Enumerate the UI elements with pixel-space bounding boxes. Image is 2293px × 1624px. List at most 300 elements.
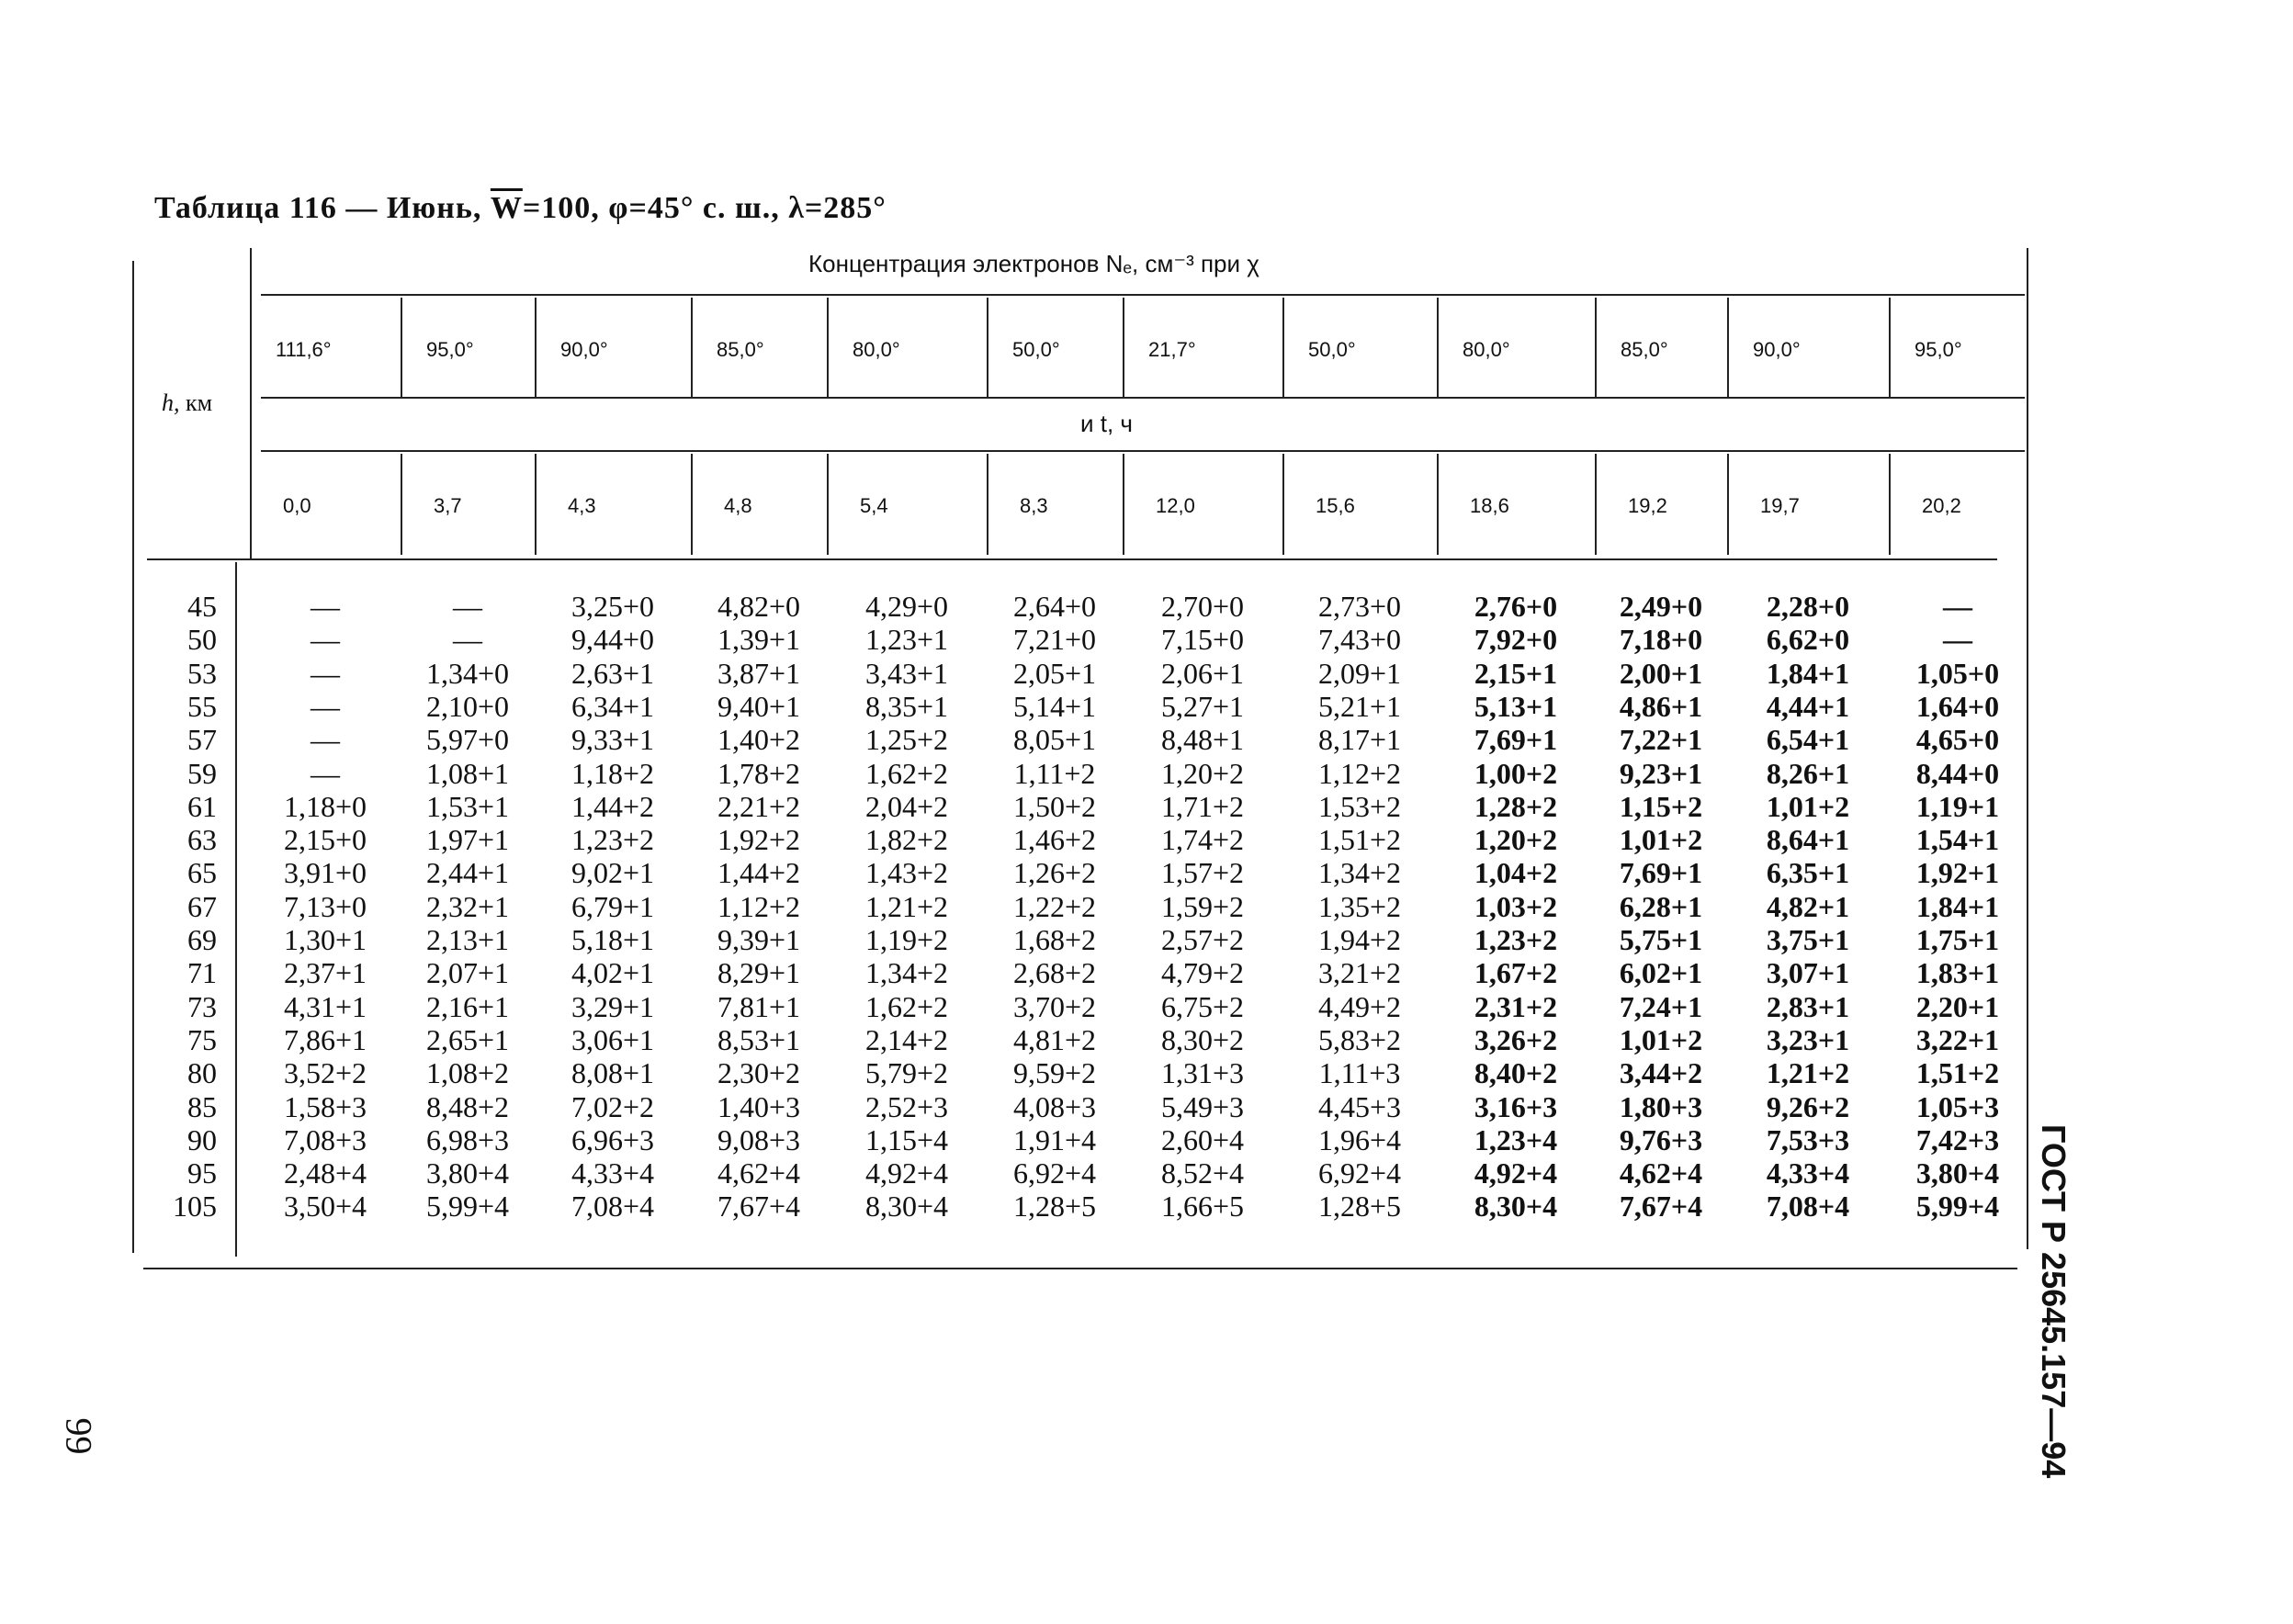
data-cell: 2,52+3 [864, 1089, 949, 1123]
frame-left-border [132, 261, 134, 1253]
height-cell: 53 [187, 656, 217, 690]
data-cell: 1,66+5 [1160, 1190, 1245, 1224]
data-cell: 1,44+2 [717, 856, 801, 890]
data-cell: 3,21+2 [1317, 956, 1402, 990]
data-cell: 1,84+1 [1915, 889, 2000, 923]
data-cell: 4,92+4 [1474, 1156, 1558, 1190]
data-cell: 5,83+2 [1317, 1022, 1402, 1056]
data-cell: 4,82+0 [717, 590, 801, 623]
data-cell: 1,92+1 [1915, 856, 2000, 890]
height-cell: 61 [187, 789, 217, 823]
data-cell: 8,53+1 [717, 1022, 801, 1056]
chi-divider [1595, 298, 1597, 397]
data-cell: 1,74+2 [1160, 823, 1245, 857]
data-cell: 9,08+3 [717, 1122, 801, 1156]
data-cell: 4,86+1 [1619, 689, 1703, 723]
data-cell: 6,62+0 [1766, 623, 1850, 657]
t-divider [1282, 454, 1284, 555]
data-cell: 3,52+2 [283, 1056, 367, 1090]
data-cell: 1,08+2 [425, 1056, 510, 1090]
data-cell: 3,26+2 [1474, 1022, 1558, 1056]
data-cell: 4,31+1 [283, 989, 367, 1023]
data-cell: 1,92+2 [717, 823, 801, 857]
data-cell: 2,44+1 [425, 856, 510, 890]
data-cell: 2,63+1 [570, 656, 655, 690]
data-cell: 4,08+3 [1012, 1089, 1097, 1123]
data-cell: 5,97+0 [425, 723, 510, 757]
data-cell: 2,14+2 [864, 1022, 949, 1056]
data-cell: 6,54+1 [1766, 723, 1850, 757]
data-cell: 7,15+0 [1160, 623, 1245, 657]
data-cell: 7,92+0 [1474, 623, 1558, 657]
data-cell: 2,57+2 [1160, 923, 1245, 956]
chi-divider [1889, 298, 1891, 397]
data-cell: 3,80+4 [425, 1156, 510, 1190]
title-w: $\overline{W}$ [490, 191, 523, 225]
height-cell: 95 [187, 1156, 217, 1190]
t-cell: 18,6 [1470, 494, 1509, 517]
data-cell: 1,75+1 [1915, 923, 2000, 956]
data-cell: 7,08+4 [1766, 1190, 1850, 1224]
data-cell: 7,86+1 [283, 1022, 367, 1056]
t-divider [401, 454, 402, 555]
height-label: h, [162, 389, 180, 416]
data-cell: 2,64+0 [1012, 590, 1097, 623]
data-cell: 1,08+1 [425, 756, 510, 790]
data-cell: 1,22+2 [1012, 889, 1097, 923]
data-cell: 8,40+2 [1474, 1056, 1558, 1090]
data-cell: 1,23+1 [864, 623, 949, 657]
data-cell: 4,82+1 [1766, 889, 1850, 923]
data-cell: 5,79+2 [864, 1056, 949, 1090]
table-title [154, 191, 887, 226]
chi-divider [987, 298, 988, 397]
data-cell: 1,15+2 [1619, 789, 1703, 823]
data-cell: 7,22+1 [1619, 723, 1703, 757]
data-cell: 7,43+0 [1317, 623, 1402, 657]
data-cell: 8,35+1 [864, 689, 949, 723]
height-cell: 59 [187, 756, 217, 790]
chi-divider [691, 298, 693, 397]
data-cell: 1,11+3 [1318, 1056, 1401, 1090]
chi-cell: 95,0° [426, 338, 474, 361]
t-cell: 19,2 [1628, 494, 1667, 517]
t-divider [827, 454, 829, 555]
chi-divider [401, 298, 402, 397]
data-cell: 2,73+0 [1317, 590, 1402, 623]
data-cell: 2,06+1 [1160, 656, 1245, 690]
data-cell: 1,19+2 [864, 923, 949, 956]
data-cell: 3,91+0 [283, 856, 367, 890]
height-cell: 67 [187, 889, 217, 923]
chi-cell: 50,0° [1012, 338, 1060, 361]
data-cell: 4,33+4 [570, 1156, 655, 1190]
height-cell: 69 [187, 923, 217, 956]
data-cell: 3,87+1 [717, 656, 801, 690]
data-cell: 2,04+2 [864, 789, 949, 823]
rule-under-chi [261, 397, 2025, 399]
data-cell: 1,18+2 [570, 756, 655, 790]
data-cell: 5,75+1 [1619, 923, 1703, 956]
height-cell: 90 [187, 1122, 217, 1156]
data-cell: 1,51+2 [1915, 1056, 2000, 1090]
t-divider [1889, 454, 1891, 555]
data-cell: 8,17+1 [1317, 723, 1402, 757]
data-cell: 2,31+2 [1474, 989, 1558, 1023]
data-cell: 2,68+2 [1012, 956, 1097, 990]
height-cell: 80 [187, 1056, 217, 1090]
data-cell: 8,64+1 [1766, 823, 1850, 857]
data-cell: 1,26+2 [1012, 856, 1097, 890]
data-cell: 3,75+1 [1766, 923, 1850, 956]
t-cell: 3,7 [434, 494, 462, 517]
data-cell: 4,92+4 [864, 1156, 949, 1190]
data-cell: 2,65+1 [425, 1022, 510, 1056]
data-cell: 1,62+2 [864, 989, 949, 1023]
data-cell: — [311, 723, 340, 757]
data-cell: 9,02+1 [570, 856, 655, 890]
data-cell: 1,51+2 [1317, 823, 1402, 857]
chi-cell: 21,7° [1148, 338, 1196, 361]
data-cell: — [453, 590, 482, 623]
data-cell: 3,70+2 [1012, 989, 1097, 1023]
data-cell: 2,21+2 [717, 789, 801, 823]
data-cell: 3,07+1 [1766, 956, 1850, 990]
data-cell: 2,15+0 [283, 823, 367, 857]
data-cell: 1,80+3 [1619, 1089, 1703, 1123]
data-cell: 1,35+2 [1317, 889, 1402, 923]
data-cell: 1,78+2 [717, 756, 801, 790]
height-cell: 71 [187, 956, 217, 990]
data-cell: 1,00+2 [1474, 756, 1558, 790]
chi-cell: 90,0° [560, 338, 608, 361]
height-cell: 75 [187, 1022, 217, 1056]
data-cell: 6,98+3 [425, 1122, 510, 1156]
data-cell: 1,59+2 [1160, 889, 1245, 923]
chi-cell: 90,0° [1753, 338, 1801, 361]
height-cell: 73 [187, 989, 217, 1023]
data-cell: 4,65+0 [1915, 723, 2000, 757]
data-cell: 1,12+2 [717, 889, 801, 923]
chi-divider [1727, 298, 1729, 397]
data-cell: 1,84+1 [1766, 656, 1850, 690]
t-divider [1437, 454, 1439, 555]
data-cell: 2,30+2 [717, 1056, 801, 1090]
t-divider [987, 454, 988, 555]
data-cell: 5,99+4 [425, 1190, 510, 1224]
data-cell: 1,28+5 [1317, 1190, 1402, 1224]
data-cell: 2,10+0 [425, 689, 510, 723]
data-cell: 7,67+4 [717, 1190, 801, 1224]
data-cell: 5,49+3 [1160, 1089, 1245, 1123]
t-divider [1595, 454, 1597, 555]
data-cell: 4,79+2 [1160, 956, 1245, 990]
frame-right-border [2027, 248, 2028, 1249]
data-cell: 9,33+1 [570, 723, 655, 757]
data-cell: 7,13+0 [283, 889, 367, 923]
chi-divider [1437, 298, 1439, 397]
data-cell: 3,50+4 [283, 1190, 367, 1224]
data-cell: 6,96+3 [570, 1122, 655, 1156]
data-cell: 4,45+3 [1317, 1089, 1402, 1123]
data-cell: 1,54+1 [1915, 823, 2000, 857]
data-cell: 1,83+1 [1915, 956, 2000, 990]
data-cell: 9,59+2 [1012, 1056, 1097, 1090]
data-cell: 8,30+4 [1474, 1190, 1558, 1224]
height-header [162, 389, 212, 417]
t-cell: 4,8 [724, 494, 752, 517]
data-cell: 1,05+3 [1915, 1089, 2000, 1123]
data-cell: 5,21+1 [1317, 689, 1402, 723]
data-cell: 1,31+3 [1160, 1056, 1245, 1090]
data-cell: 6,02+1 [1619, 956, 1703, 990]
page-number: 99 [58, 1417, 100, 1455]
data-cell: 1,20+2 [1160, 756, 1245, 790]
data-cell: 7,81+1 [717, 989, 801, 1023]
height-unit: км [186, 389, 213, 416]
t-divider [691, 454, 693, 555]
data-cell: 2,00+1 [1619, 656, 1703, 690]
data-cell: 3,23+1 [1766, 1022, 1850, 1056]
data-cell: 7,69+1 [1474, 723, 1558, 757]
data-cell: 9,23+1 [1619, 756, 1703, 790]
data-cell: 1,28+2 [1474, 789, 1558, 823]
data-cell: 7,21+0 [1012, 623, 1097, 657]
data-cell: 1,03+2 [1474, 889, 1558, 923]
data-cell: 4,02+1 [570, 956, 655, 990]
data-cell: 4,81+2 [1012, 1022, 1097, 1056]
data-cell: 1,94+2 [1317, 923, 1402, 956]
chi-divider [535, 298, 537, 397]
t-cell: 19,7 [1760, 494, 1800, 517]
data-cell: 1,34+2 [864, 956, 949, 990]
t-cell: 8,3 [1020, 494, 1048, 517]
data-cell: 7,42+3 [1915, 1122, 2000, 1156]
data-cell: 3,44+2 [1619, 1056, 1703, 1090]
data-cell: 1,67+2 [1474, 956, 1558, 990]
data-cell: 2,76+0 [1474, 590, 1558, 623]
data-cell: 2,07+1 [425, 956, 510, 990]
data-cell: 7,67+4 [1619, 1190, 1703, 1224]
data-cell: 1,39+1 [717, 623, 801, 657]
chi-divider [1123, 298, 1124, 397]
data-cell: 7,08+3 [283, 1122, 367, 1156]
rule-under-t-label [261, 450, 2025, 452]
data-cell: 1,28+5 [1012, 1190, 1097, 1224]
data-cell: 9,26+2 [1766, 1089, 1850, 1123]
data-cell: 1,21+2 [1766, 1056, 1850, 1090]
data-cell: 3,06+1 [570, 1022, 655, 1056]
data-cell: 6,35+1 [1766, 856, 1850, 890]
t-cell: 4,3 [568, 494, 596, 517]
data-cell: 2,83+1 [1766, 989, 1850, 1023]
data-cell: 3,29+1 [570, 989, 655, 1023]
data-cell: 3,16+3 [1474, 1089, 1558, 1123]
data-cell: 1,50+2 [1012, 789, 1097, 823]
height-cell: 50 [187, 623, 217, 657]
t-divider [1123, 454, 1124, 555]
height-cell: 45 [187, 590, 217, 623]
data-cell: 1,53+2 [1317, 789, 1402, 823]
chi-divider [1282, 298, 1284, 397]
chi-cell: 50,0° [1308, 338, 1356, 361]
data-cell: 2,05+1 [1012, 656, 1097, 690]
data-cell: 1,68+2 [1012, 923, 1097, 956]
data-cell: 6,75+2 [1160, 989, 1245, 1023]
data-divider [235, 562, 237, 1257]
data-cell: 2,49+0 [1619, 590, 1703, 623]
data-cell: 1,18+0 [283, 789, 367, 823]
data-cell: 1,40+2 [717, 723, 801, 757]
data-cell: 5,99+4 [1915, 1190, 2000, 1224]
data-cell: 2,37+1 [283, 956, 367, 990]
data-cell: 1,30+1 [283, 923, 367, 956]
data-cell: 9,76+3 [1619, 1122, 1703, 1156]
data-cell: 1,34+2 [1317, 856, 1402, 890]
data-cell: 2,09+1 [1317, 656, 1402, 690]
data-cell: 2,28+0 [1766, 590, 1850, 623]
data-cell: 8,08+1 [570, 1056, 655, 1090]
data-cell: 8,30+2 [1160, 1022, 1245, 1056]
t-cell: 0,0 [283, 494, 311, 517]
gost-side-label: ГОСТ Р 25645.157—94 [2035, 1124, 2073, 1479]
concentration-header: Концентрация электронов Nₑ, см⁻³ при χ [808, 250, 1259, 277]
data-cell: 5,13+1 [1474, 689, 1558, 723]
data-cell: 4,62+4 [717, 1156, 801, 1190]
data-cell: 7,08+4 [570, 1190, 655, 1224]
data-cell: 8,29+1 [717, 956, 801, 990]
header-bottom-rule [147, 558, 1997, 560]
rule-under-concentration [261, 294, 2025, 296]
height-cell: 57 [187, 723, 217, 757]
chi-cell: 80,0° [853, 338, 900, 361]
data-cell: 1,40+3 [717, 1089, 801, 1123]
chi-divider [827, 298, 829, 397]
data-cell: 1,01+2 [1766, 789, 1850, 823]
data-cell: 1,34+0 [425, 656, 510, 690]
data-cell: 8,05+1 [1012, 723, 1097, 757]
data-cell: 7,69+1 [1619, 856, 1703, 890]
height-cell: 63 [187, 823, 217, 857]
chi-cell: 95,0° [1915, 338, 1962, 361]
data-cell: — [311, 689, 340, 723]
data-cell: 3,25+0 [570, 590, 655, 623]
data-cell: 1,53+1 [425, 789, 510, 823]
height-cell: 55 [187, 689, 217, 723]
data-cell: 7,24+1 [1619, 989, 1703, 1023]
data-cell: 1,05+0 [1915, 656, 2000, 690]
data-cell: 1,19+1 [1915, 789, 2000, 823]
data-cell: 6,92+4 [1317, 1156, 1402, 1190]
chi-cell: 85,0° [1621, 338, 1668, 361]
data-cell: 4,29+0 [864, 590, 949, 623]
data-cell: 9,44+0 [570, 623, 655, 657]
data-cell: 5,27+1 [1160, 689, 1245, 723]
data-cell: 3,43+1 [864, 656, 949, 690]
data-cell: 2,32+1 [425, 889, 510, 923]
t-divider [1727, 454, 1729, 555]
t-header: и t, ч [1080, 410, 1133, 437]
data-cell: 6,34+1 [570, 689, 655, 723]
data-cell: 2,60+4 [1160, 1122, 1245, 1156]
data-cell: 8,48+2 [425, 1089, 510, 1123]
t-divider [535, 454, 537, 555]
data-cell: 2,48+4 [283, 1156, 367, 1190]
data-cell: 1,97+1 [425, 823, 510, 857]
data-cell: — [311, 756, 340, 790]
data-cell: — [311, 656, 340, 690]
data-cell: — [311, 623, 340, 657]
data-cell: — [453, 623, 482, 657]
data-cell: 1,01+2 [1619, 1022, 1703, 1056]
data-cell: 8,52+4 [1160, 1156, 1245, 1190]
data-cell: 1,25+2 [864, 723, 949, 757]
data-cell: 8,26+1 [1766, 756, 1850, 790]
data-cell: 1,04+2 [1474, 856, 1558, 890]
data-cell: 1,82+2 [864, 823, 949, 857]
data-cell: 9,39+1 [717, 923, 801, 956]
header-divider [250, 248, 252, 558]
data-cell: 8,30+4 [864, 1190, 949, 1224]
data-cell: 4,44+1 [1766, 689, 1850, 723]
data-cell: 9,40+1 [717, 689, 801, 723]
data-cell: 1,57+2 [1160, 856, 1245, 890]
data-cell: 1,43+2 [864, 856, 949, 890]
title-prefix: Таблица 116 — Июнь, [154, 191, 482, 225]
data-cell: 1,23+2 [570, 823, 655, 857]
data-cell: 1,15+4 [864, 1122, 949, 1156]
t-cell: 20,2 [1922, 494, 1961, 517]
data-cell: 2,70+0 [1160, 590, 1245, 623]
data-cell: 1,21+2 [864, 889, 949, 923]
data-cell: 7,18+0 [1619, 623, 1703, 657]
data-cell: 3,80+4 [1915, 1156, 2000, 1190]
data-cell: 3,22+1 [1915, 1022, 2000, 1056]
data-cell: 4,49+2 [1317, 989, 1402, 1023]
data-cell: 1,23+2 [1474, 923, 1558, 956]
data-cell: 1,12+2 [1317, 756, 1402, 790]
chi-cell: 85,0° [717, 338, 764, 361]
data-cell: 7,53+3 [1766, 1122, 1850, 1156]
height-cell: 105 [173, 1190, 217, 1224]
data-cell: 5,18+1 [570, 923, 655, 956]
data-cell: 1,96+4 [1317, 1122, 1402, 1156]
data-cell: 6,92+4 [1012, 1156, 1097, 1190]
data-cell: 7,02+2 [570, 1089, 655, 1123]
t-cell: 5,4 [860, 494, 888, 517]
data-cell: 4,33+4 [1766, 1156, 1850, 1190]
data-cell: — [1943, 590, 1972, 623]
chi-cell: 80,0° [1463, 338, 1510, 361]
chi-cell: 111,6° [276, 338, 332, 361]
t-cell: 15,6 [1316, 494, 1355, 517]
data-cell: 4,62+4 [1619, 1156, 1703, 1190]
data-cell: 1,62+2 [864, 756, 949, 790]
data-cell: 8,44+0 [1915, 756, 2000, 790]
data-cell: 2,20+1 [1915, 989, 2000, 1023]
data-cell: 1,71+2 [1160, 789, 1245, 823]
data-cell: — [311, 590, 340, 623]
title-suffix: =100, φ=45° с. ш., λ=285° [522, 191, 887, 225]
data-cell: 1,58+3 [283, 1089, 367, 1123]
data-cell: 1,64+0 [1915, 689, 2000, 723]
data-cell: 2,16+1 [425, 989, 510, 1023]
data-cell: 1,01+2 [1619, 823, 1703, 857]
data-cell: 6,79+1 [570, 889, 655, 923]
data-cell: — [1943, 623, 1972, 657]
data-cell: 1,44+2 [570, 789, 655, 823]
data-cell: 1,20+2 [1474, 823, 1558, 857]
